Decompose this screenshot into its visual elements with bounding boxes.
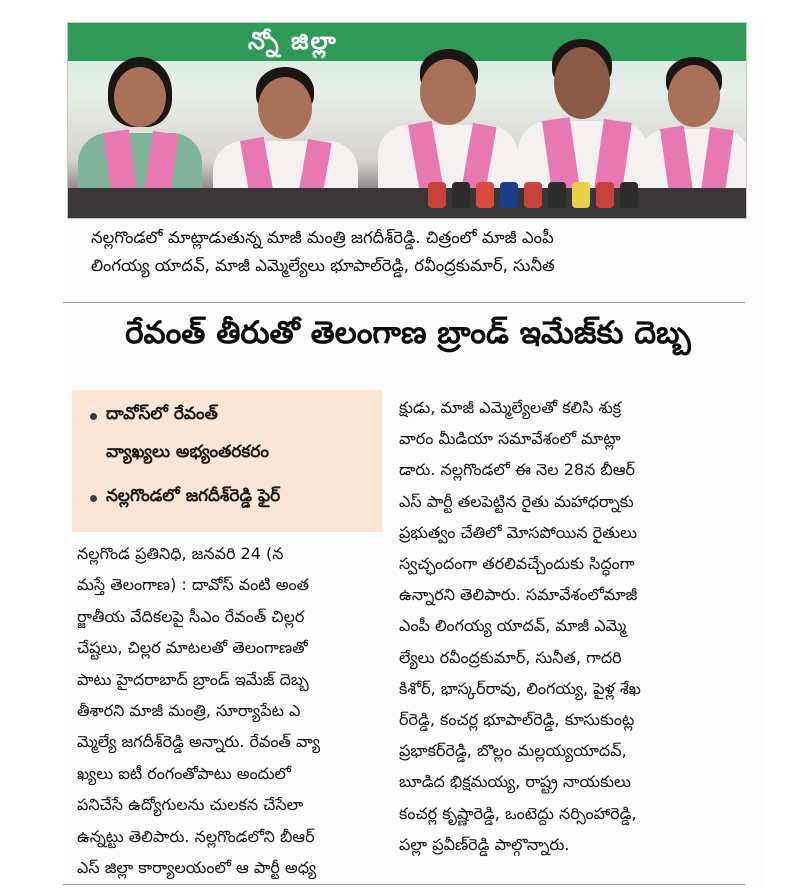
article-right-line: పల్లా ప్రవీణ్‌రెడ్డి పాల్గొన్నారు. (399, 834, 570, 854)
article-left-line: పనిచేసే ఉద్యోగులను చులకన చేసేలా (77, 795, 304, 815)
article-right-line: ల్యేలు రవీంద్రకుమార్, సునీత, గాదరి (399, 647, 622, 667)
highlight-item-3 (90, 486, 280, 510)
highlights-box (72, 390, 382, 532)
article-left-line: ర్జాతీయ వేదికలపై సీఎం రేవంత్ చిల్లర (77, 606, 305, 626)
divider-bottom (63, 884, 745, 885)
highlight-item-1 (90, 404, 218, 428)
highlight-text-2: వ్యాఖ్యలు అభ్యంతరకరం (106, 442, 269, 462)
bullet-icon (90, 413, 97, 420)
article-left-line: పాటు హైదరాబాద్ బ్రాండ్ ఇమేజ్ దెబ్బ (77, 669, 309, 689)
newspaper-clipping (63, 18, 763, 888)
article-left-line: తీశారని మాజీ మంత్రి, సూర్యాపేట ఎ (77, 701, 301, 721)
article-right-line: ఎస్ పార్టీ తలపెట్టిన రైతు మహాధర్నాకు (399, 491, 634, 511)
article-right-line: ఉన్నారని తెలిపారు. సమావేశంలోమాజీ (399, 585, 638, 605)
highlight-item-2 (90, 442, 269, 466)
article-right-line: ప్రభాకర్‌రెడ్డి, బొల్లం మల్లయ్యయాదవ్, (399, 741, 627, 761)
headline: రేవంత్ తీరుతో తెలంగాణ బ్రాండ్ ఇమేజ్‌కు దెబ్బ (125, 315, 691, 351)
article-left-line: మస్తే తెలంగాణ) : దావోస్ వంటి అంత (77, 575, 310, 595)
caption-line-2: లింగయ్య యాదవ్, మాజీ ఎమ్మెల్యేలు భూపాల్‌రెడ్డి, రవీంద్రకుమార్, సునీత (91, 256, 555, 275)
banner-text: న్నో జిల్లా (248, 27, 338, 55)
article-right-line: ప్రభుత్వం చేతిలో మోసపోయిన రైతులు (399, 522, 638, 542)
article-left-line: ఖ్యలు ఐటీ రంగంతోపాటు అందులో (77, 763, 291, 783)
article-right-line: ర్‌రెడ్డి, కంచర్ల భూపాల్‌రెడ్డి, కూసుకుంట్ల (399, 710, 635, 730)
divider-top (63, 302, 745, 303)
article-right-line: వారం మీడియా సమావేశంలో మాట్లా (399, 429, 621, 449)
article-left-line: నల్లగొండ ప్రతినిధి, జనవరి 24 (న (77, 544, 284, 563)
press-meet-photo (67, 22, 747, 219)
caption-line-1: నల్లగొండలో మాట్లాడుతున్న మాజీ మంత్రి జగదీశ్‌రెడ్డి. చిత్రంలో మాజీ ఎంపీ (91, 228, 554, 247)
photo-caption (91, 224, 751, 280)
microphones (428, 178, 668, 208)
article-column-left (77, 538, 399, 883)
bullet-icon (90, 495, 97, 502)
article-right-line: కిశోర్, భాస్కర్‌రావు, లింగయ్య, పైళ్ల శేఖ (399, 678, 641, 698)
article-left-line: ఉన్నట్టు తెలిపారు. నల్లగొండలోని బీఆర్ (77, 826, 315, 846)
article-right-line: క్షుడు, మాజీ ఎమ్మెల్యేలతో కలిసి శుక్ర (399, 398, 622, 417)
article-right-line: డారు. నల్లగొండలో ఈ నెల 28న బీఆర్ (399, 460, 635, 480)
article-right-line: స్వచ్ఛందంగా తరలివచ్చేందుకు సిద్ధంగా (399, 554, 635, 574)
article-column-right (399, 392, 745, 860)
article-left-line: ఎస్ జిల్లా కార్యాలయంలో ఆ పార్టీ అధ్య (77, 858, 317, 878)
highlight-text-3: నల్లగొండలో జగదీశ్‌రెడ్డి ఫైర్ (106, 486, 281, 506)
article-right-line: బూడిద భిక్షమయ్య, రాష్ట్ర నాయకులు (399, 772, 631, 792)
highlight-text-1: దావోస్‌లో రేవంత్ (106, 404, 218, 424)
article-right-line: కంచర్ల కృష్ణారెడ్డి, ఒంటెద్దు నర్సింహారెడ్డి, (399, 803, 637, 823)
article-left-line: మ్మెల్యే జగదీశ్‌రెడ్డి అన్నారు. రేవంత్ వ్యా (77, 732, 321, 752)
article-left-line: చేష్టలు, చిల్లర మాటలతో తెలంగాణతో (77, 638, 308, 658)
article-right-line: ఎంపీ లింగయ్య యాదవ్, మాజీ ఎమ్మె (399, 616, 627, 636)
